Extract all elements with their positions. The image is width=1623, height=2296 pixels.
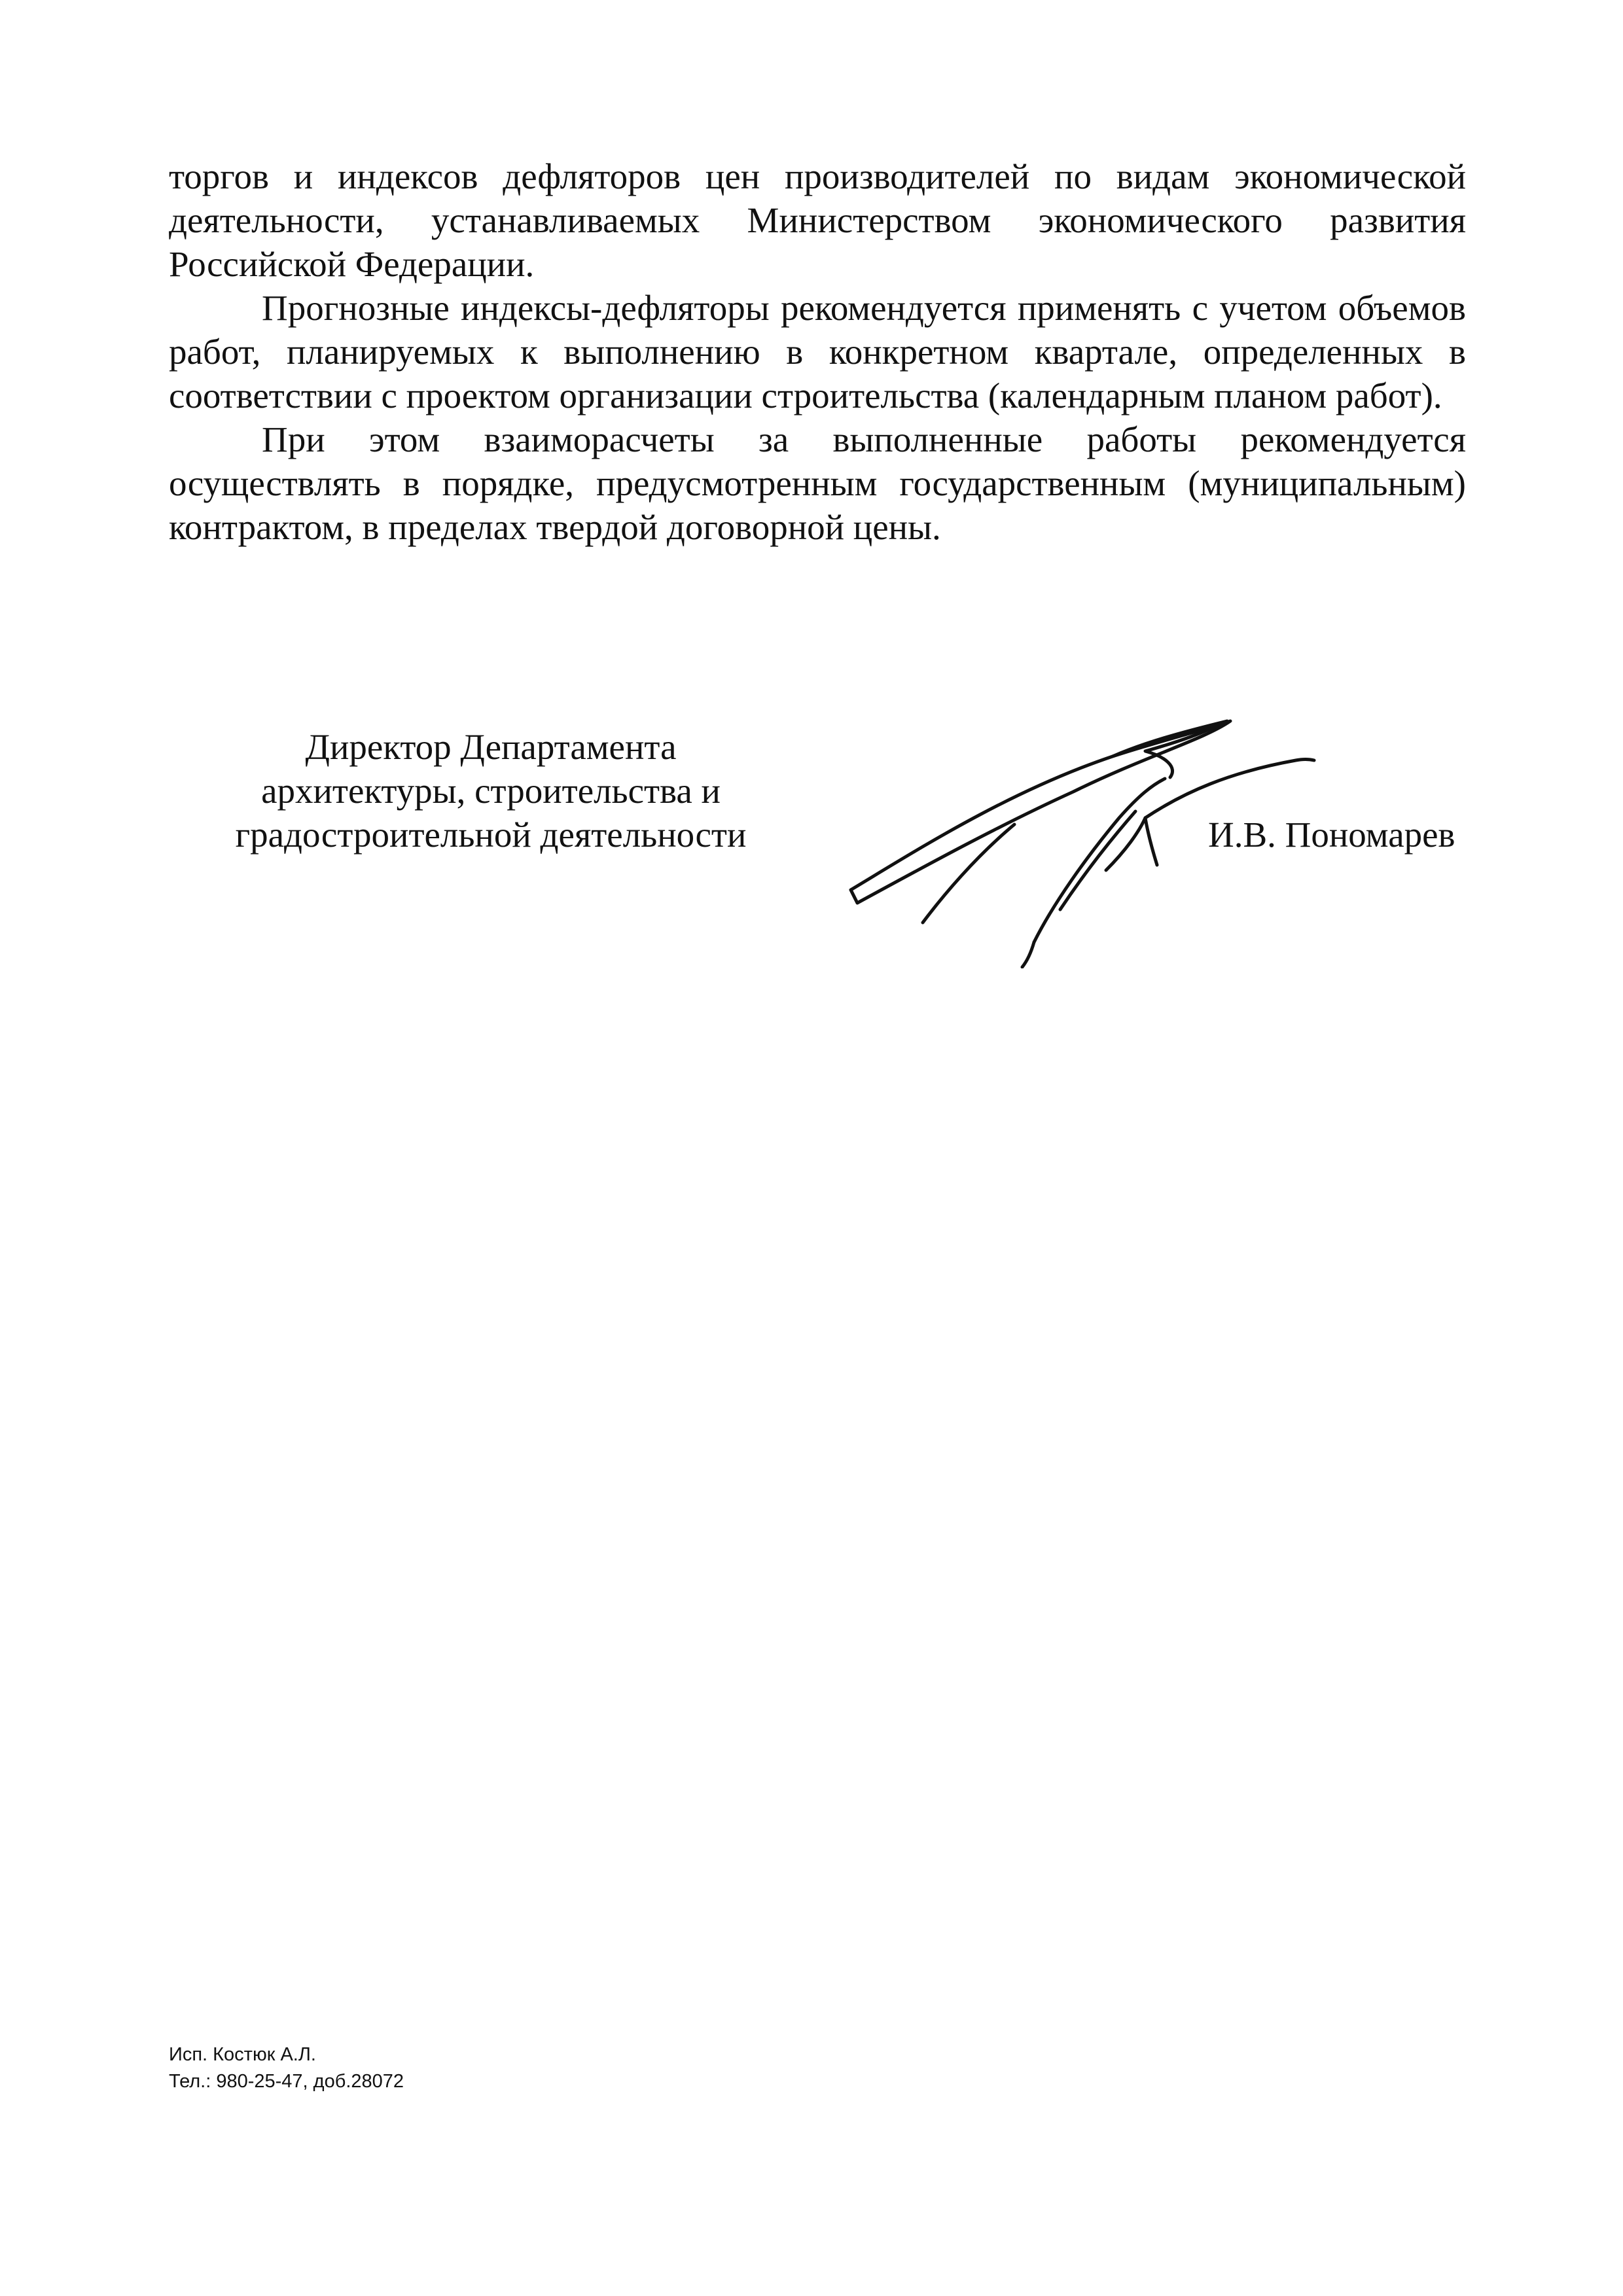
signatory-title [196, 725, 785, 857]
executor-name: Исп. Костюк А.Л. [169, 2044, 316, 2065]
paragraph-forecast-indices: Прогнозные индексы-дефляторы рекомендуется применять с учетом объемов работ, планируемых к выполнению в конкретном квартале, определенных в соответствии с проектом организации строительства (календарным планом работ). [169, 288, 1466, 415]
signatory-name: И.В. Пономарев [1208, 815, 1455, 855]
signatory-title-line: архитектуры, строительства и [261, 771, 721, 811]
executor-phone: Тел.: 980-25-47, доб.28072 [169, 2071, 404, 2092]
executor-info [169, 2041, 404, 2095]
signatory-title-line: Директор Департамента [305, 727, 677, 767]
signatory-title-line: градостроительной деятельности [235, 815, 747, 855]
paragraph-deflators-source: торгов и индексов дефляторов цен производителей по видам экономической деятельности, устанавливаемых Министерством экономического развития Российской Федерации. [169, 156, 1466, 284]
letter-body [169, 154, 1466, 549]
paragraph-settlements: При этом взаиморасчеты за выполненные работы рекомендуется осуществлять в порядке, предусмотренным государственным (муниципальным) контрактом, в пределах твердой договорной цены. [169, 419, 1466, 547]
